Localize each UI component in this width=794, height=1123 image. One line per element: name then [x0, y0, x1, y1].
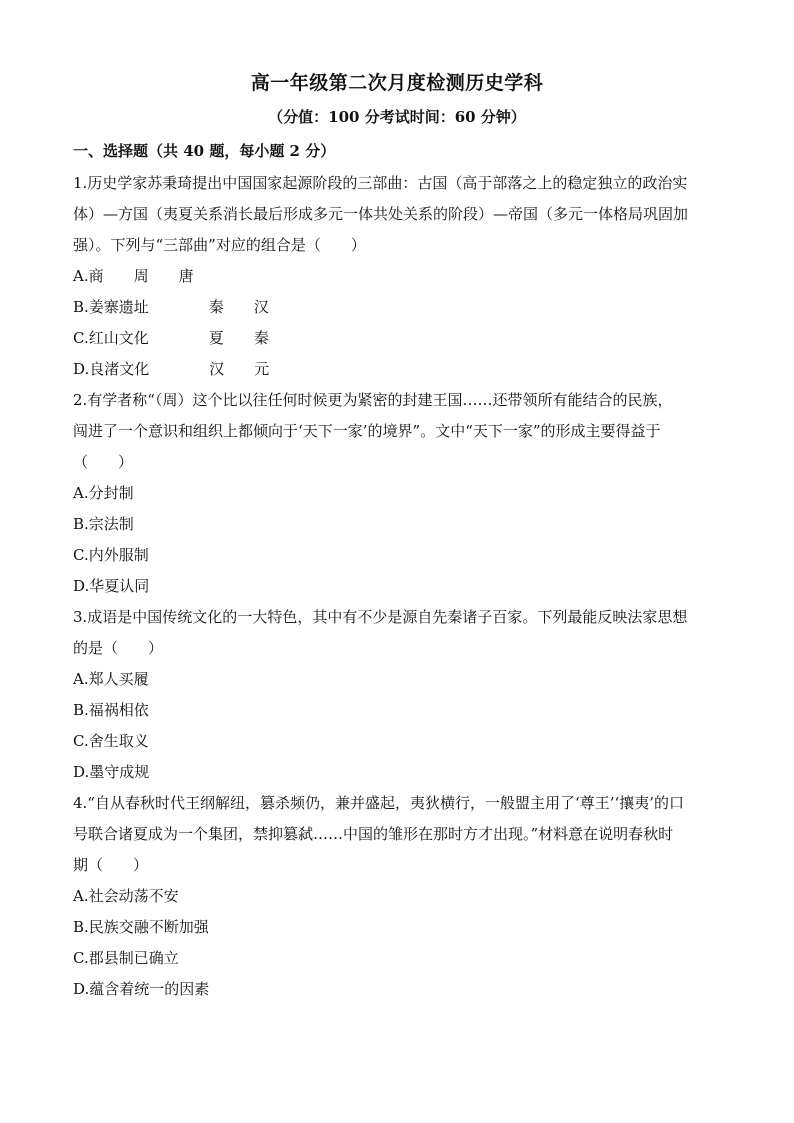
question-stem-line: 闯进了一个意识和组织上都倾向于‘天下一家’的境界”。文中“天下一家”的形成主要得益于 — [73, 422, 661, 440]
option-b: B.民族交融不断加强 — [73, 918, 209, 936]
option-c: C.舍生取义 — [73, 732, 149, 750]
section-heading: 一、选择题（共 40 题，每小题 2 分） — [73, 142, 336, 160]
option-d: D.墨守成规 — [73, 763, 150, 781]
question-stem-line: （ ） — [73, 453, 134, 471]
question-list — [73, 168, 723, 1005]
option-b: B.宗法制 — [73, 515, 134, 533]
option-a: A.分封制 — [73, 484, 134, 502]
option-a: A.商 周 唐 — [73, 267, 194, 285]
exam-subtitle: （分值：100 分考试时间：60 分钟） — [268, 108, 526, 126]
option-b: B.姜寨遗址 秦 汉 — [73, 298, 269, 316]
question-3 — [73, 602, 723, 788]
question-stem-line: 号联合诸夏成为一个集团，禁抑篡弑……中国的雏形在那时方才出现。”材料意在说明春秋时 — [73, 825, 674, 843]
question-stem-line: 1.历史学家苏秉琦提出中国国家起源阶段的三部曲：古国（高于部落之上的稳定独立的政治实 — [73, 174, 688, 192]
question-stem-line: 4.“自从春秋时代王纲解纽，篡杀频仍，兼并盛起，夷狄横行，一般盟主用了‘尊王’‘攘夷’的口 — [73, 794, 685, 812]
option-d: D.蕴含着统一的因素 — [73, 980, 210, 998]
option-a: A.社会动荡不安 — [73, 887, 179, 905]
question-stem-line: 体）—方国（夷夏关系消长最后形成多元一体共处关系的阶段）—帝国（多元一体格局巩固加 — [73, 205, 689, 223]
question-stem-line: 2.有学者称“（周）这个比以往任何时候更为紧密的封建王国……还带领所有能结合的民族， — [73, 391, 673, 409]
question-stem-line: 的是（ ） — [73, 639, 164, 657]
question-stem-line: 期（ ） — [73, 856, 149, 874]
option-d: D.华夏认同 — [73, 577, 150, 595]
question-stem-line: 强）。下列与“三部曲”对应的组合是（ ） — [73, 236, 366, 254]
option-c: C.红山文化 夏 秦 — [73, 329, 269, 347]
question-4 — [73, 788, 723, 1005]
question-2 — [73, 385, 723, 602]
option-c: C.郡县制已确立 — [73, 949, 179, 967]
option-b: B.福祸相依 — [73, 701, 149, 719]
question-1 — [73, 168, 723, 385]
option-d: D.良渚文化 汉 元 — [73, 360, 270, 378]
option-a: A.郑人买履 — [73, 670, 149, 688]
exam-title: 高一年级第二次月度检测历史学科 — [250, 72, 544, 94]
question-stem-line: 3.成语是中国传统文化的一大特色，其中有不少是源自先秦诸子百家。下列最能反映法家思想 — [73, 608, 688, 626]
option-c: C.内外服制 — [73, 546, 149, 564]
